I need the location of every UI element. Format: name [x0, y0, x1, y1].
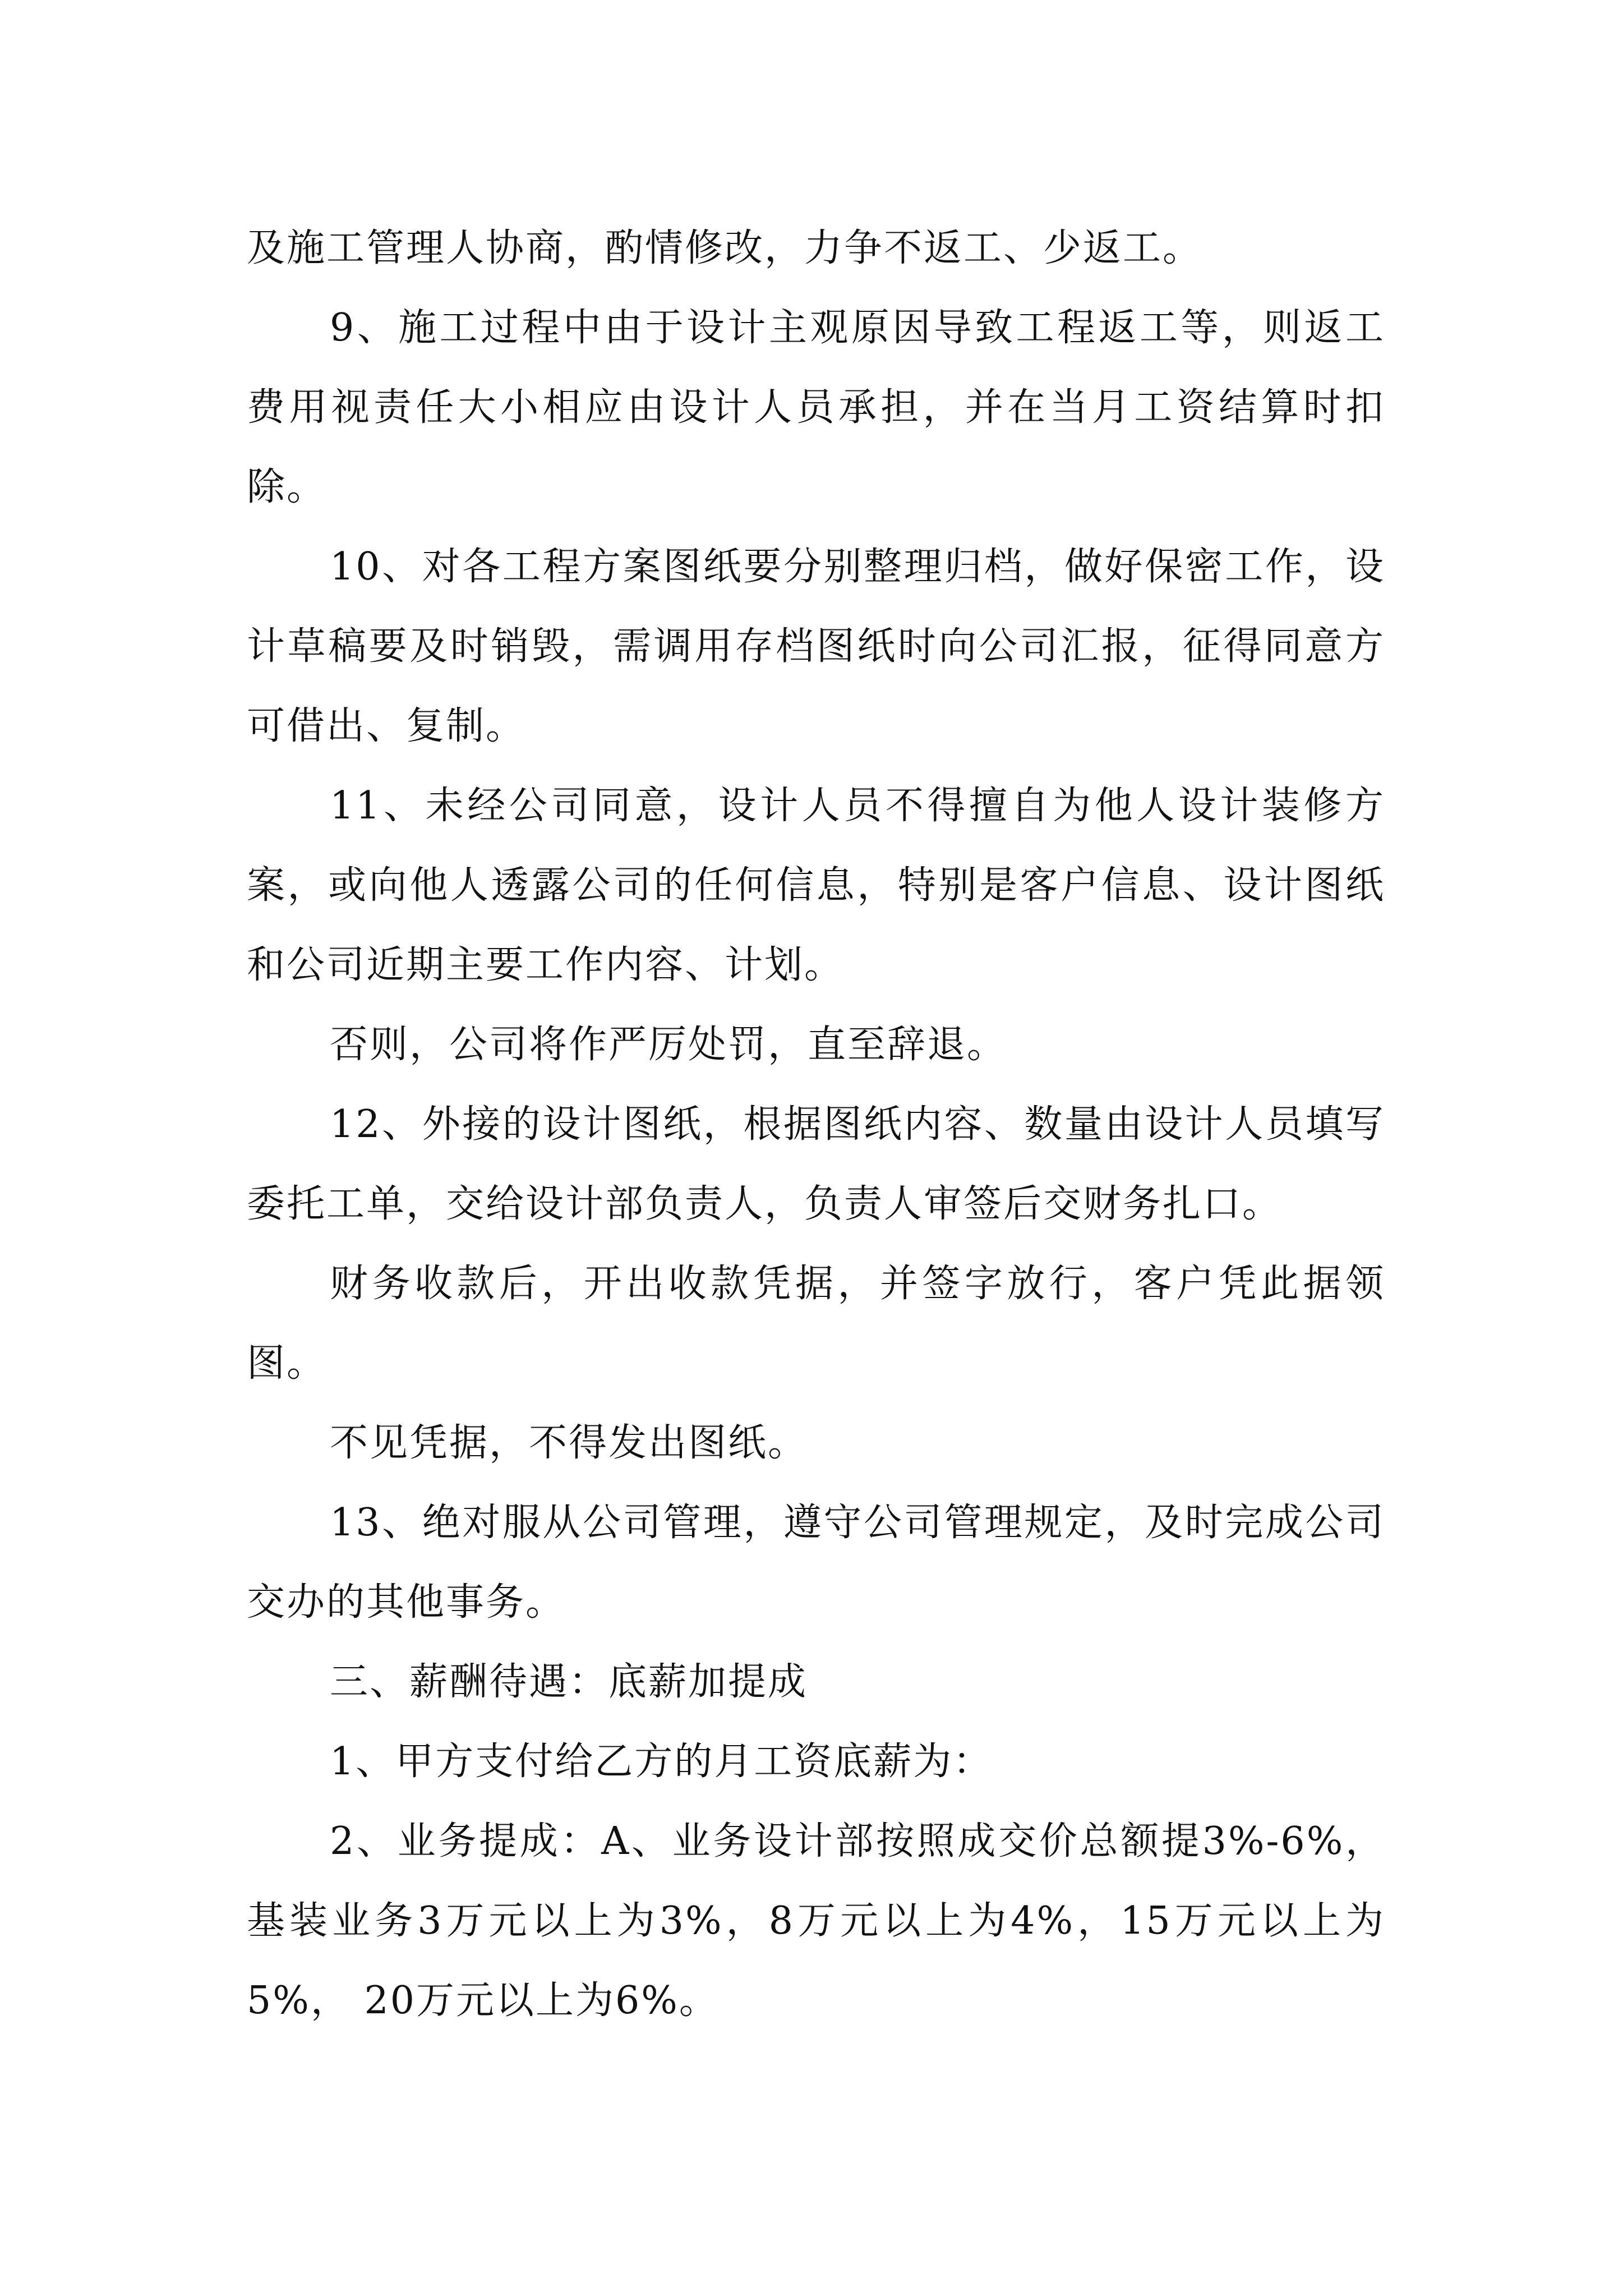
- paragraph-item-12: 12、外接的设计图纸，根据图纸内容、数量由设计人员填写委托工单，交给设计部负责人，负责人审签后交财务扎口。: [247, 1102, 1385, 1226]
- paragraph-item-13: 13、绝对服从公司管理，遵守公司管理规定，及时完成公司交办的其他事务。: [247, 1501, 1385, 1625]
- paragraph-salary-2: 2、业务提成：A、业务设计部按照成交价总额提3%-6%，基装业务3万元以上为3%，8万元以上为4%，15万元以上为5%， 20万元以上为6%。: [247, 1819, 1385, 2023]
- paragraph-item-11: 11、未经公司同意，设计人员不得擅自为他人设计装修方案，或向他人透露公司的任何信息，特别是客户信息、设计图纸和公司近期主要工作内容、计划。: [247, 784, 1385, 987]
- document-body: [247, 209, 1385, 2041]
- paragraph-penalty: 否则，公司将作严厉处罚，直至辞退。: [330, 1023, 1007, 1067]
- paragraph-payment-receipt: 财务收款后，开出收款凭据，并签字放行，客户凭此据领图。: [247, 1262, 1385, 1386]
- paragraph-continuation: 及施工管理人协商，酌情修改，力争不返工、少返工。: [247, 226, 1203, 270]
- section-heading-salary: 三、薪酬待遇：底薪加提成: [330, 1660, 808, 1704]
- paragraph-item-10: 10、对各工程方案图纸要分别整理归档，做好保密工作，设计草稿要及时销毁，需调用存档图纸时向公司汇报，征得同意方可借出、复制。: [247, 545, 1385, 748]
- paragraph-item-9: 9、施工过程中由于设计主观原因导致工程返工等，则返工费用视责任大小相应由设计人员承担，并在当月工资结算时扣除。: [247, 306, 1385, 509]
- paragraph-no-receipt: 不见凭据，不得发出图纸。: [330, 1421, 808, 1465]
- paragraph-salary-1: 1、甲方支付给乙方的月工资底薪为：: [330, 1740, 993, 1784]
